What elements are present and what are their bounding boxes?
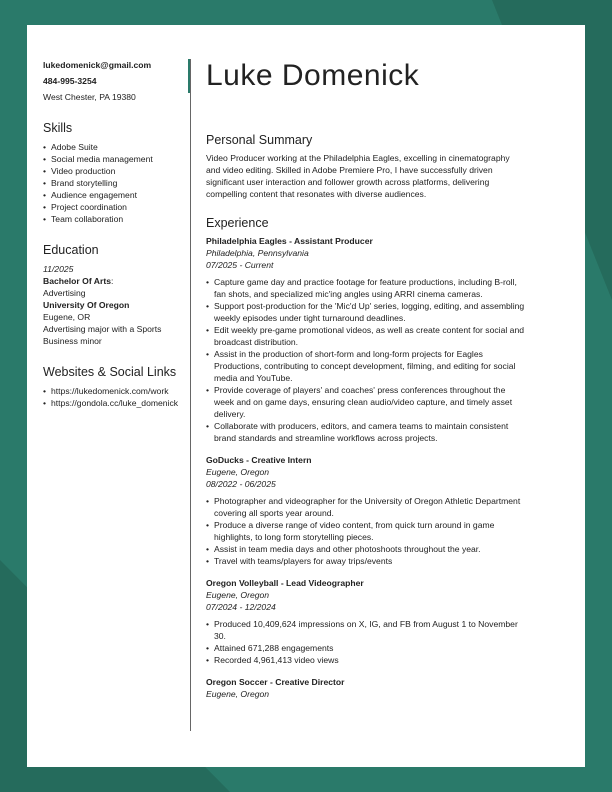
- job-bullet: • Edit weekly pre-game promotional videos, as well as create content for social and broadcast distribution.: [214, 324, 526, 348]
- job-location: Eugene, Oregon: [206, 467, 270, 477]
- education-field: Advertising: [43, 288, 86, 298]
- main-column: [206, 59, 526, 710]
- skill-item: • Audience engagement: [51, 189, 183, 201]
- job-title: Oregon Volleyball - Lead Videographer: [206, 578, 364, 588]
- phone[interactable]: 484-995-3254: [43, 76, 97, 86]
- job-bullets: [206, 618, 526, 666]
- job-bullet: • Assist in team media days and other photoshoots throughout the year.: [214, 543, 526, 555]
- skill-item: • Project coordination: [51, 201, 183, 213]
- education-note: Advertising major with a Sports Business minor: [43, 324, 162, 346]
- experience-heading: Experience: [206, 216, 269, 230]
- link-text[interactable]: https://lukedomenick.com/work: [51, 386, 169, 396]
- skills-heading: Skills: [43, 121, 73, 135]
- job-bullet: • Photographer and videographer for the University of Oregon Athletic Department covering all sports year around.: [214, 495, 526, 519]
- links-heading: Websites & Social Links: [43, 365, 177, 379]
- links-list: [43, 385, 183, 409]
- job-bullet: • Collaborate with producers, editors, and camera teams to maintain consistent brand standards and streamline workflows across projects.: [214, 420, 526, 444]
- job-entry: [206, 454, 526, 567]
- job-dates: 07/2025 - Current: [206, 260, 274, 270]
- job-entry: [206, 235, 526, 444]
- link-item[interactable]: [51, 397, 183, 409]
- education-degree: Bachelor Of Arts: [43, 276, 111, 286]
- job-bullet: • Recorded 4,961,413 video views: [214, 654, 526, 666]
- job-bullet: • Travel with teams/players for away trips/events: [214, 555, 526, 567]
- job-location: Philadelphia, Pennsylvania: [206, 248, 309, 258]
- job-bullet: • Attained 671,288 engagements: [214, 642, 526, 654]
- education-heading: Education: [43, 243, 99, 257]
- job-title: GoDucks - Creative Intern: [206, 455, 312, 465]
- job-bullet: • Capture game day and practice footage for feature productions, including B-roll, fan shots, and specialized mic'ing angles using ARRI cinema cameras.: [214, 276, 526, 300]
- job-bullet: • Assist in the production of short-form and long-form projects for Eagles Productions, contributing to concept development, filming, and editing for social media and YouTube.: [214, 348, 526, 384]
- location: West Chester, PA 19380: [43, 92, 136, 102]
- job-dates: 07/2024 - 12/2024: [206, 602, 276, 612]
- skill-item: • Video production: [51, 165, 183, 177]
- link-item[interactable]: [51, 385, 183, 397]
- resume-page: [27, 25, 585, 767]
- job-bullets: [206, 276, 526, 444]
- candidate-name: Luke Domenick: [206, 59, 420, 92]
- education-location: Eugene, OR: [43, 312, 91, 322]
- job-bullet: • Produced 10,409,624 impressions on X, IG, and FB from August 1 to November 30.: [214, 618, 526, 642]
- degree-suffix: :: [110, 276, 114, 286]
- job-bullet: • Produce a diverse range of video content, from quick turn around in game highlights, to long form storytelling pieces.: [214, 519, 526, 543]
- education-date: 11/2025: [43, 264, 74, 274]
- skill-item: • Social media management: [51, 153, 183, 165]
- job-bullets: [206, 495, 526, 567]
- job-bullet: • Provide coverage of players' and coaches' press conferences throughout the week and on game days, ensuring clean audio/video capture, and timely asset delivery.: [214, 384, 526, 420]
- job-title: Oregon Soccer - Creative Director: [206, 677, 345, 687]
- email[interactable]: lukedomenick@gmail.com: [43, 60, 152, 70]
- sidebar: [43, 59, 183, 409]
- skills-list: [43, 141, 183, 225]
- job-location: Eugene, Oregon: [206, 590, 270, 600]
- job-dates: 08/2022 - 06/2025: [206, 479, 276, 489]
- summary-text: Video Producer working at the Philadelphia Eagles, excelling in cinematography and video editing. Skilled in Adobe Premiere Pro, I have successfully driven significant user interaction and follower growth across platforms, delivering compelling content that resonates with diverse audiences.: [206, 153, 510, 199]
- summary-heading: Personal Summary: [206, 133, 313, 147]
- job-entry: [206, 577, 526, 666]
- skill-item: • Team collaboration: [51, 213, 183, 225]
- link-text[interactable]: https://gondola.cc/luke_domenick: [51, 398, 179, 408]
- education-school: University Of Oregon: [43, 300, 130, 310]
- column-divider: [190, 59, 191, 731]
- skill-item: • Adobe Suite: [51, 141, 183, 153]
- skill-item: • Brand storytelling: [51, 177, 183, 189]
- job-bullet: • Support post-production for the 'Mic'd Up' series, logging, editing, and assembling weekly episodes under tight turnaround deadlines.: [214, 300, 526, 324]
- job-title: Philadelphia Eagles - Assistant Producer: [206, 236, 373, 246]
- job-entry: [206, 676, 526, 700]
- job-location: Eugene, Oregon: [206, 689, 270, 699]
- contact-block: [43, 59, 183, 103]
- education-block: [43, 263, 183, 347]
